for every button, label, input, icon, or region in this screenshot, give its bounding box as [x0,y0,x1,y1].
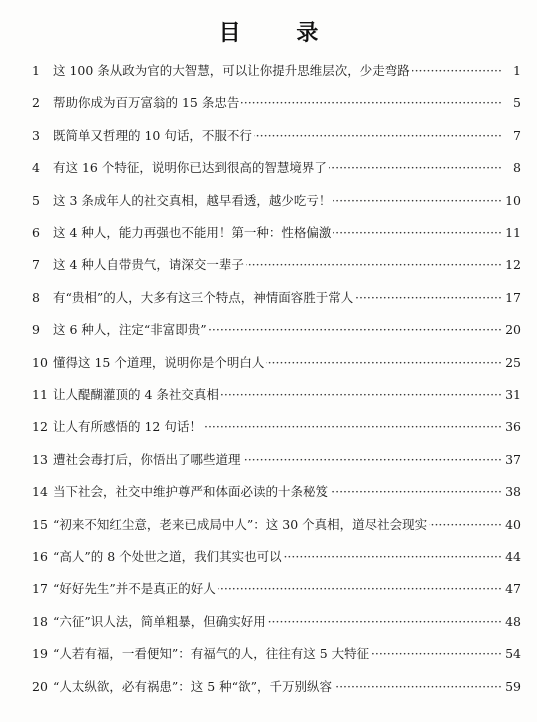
entry-number: 5 [32,192,40,208]
entry-page-number: 17 [502,287,521,309]
entry-number: 20 [32,678,48,694]
entry-title: 这 3 条成年人的社交真相，越早看透，越少吃亏！ ····· [53,190,519,212]
toc-entry[interactable] [0,92,537,114]
toc-entry[interactable] [0,481,537,503]
entry-number: 14 [32,484,48,500]
entry-number: 4 [32,160,40,176]
toc-entry[interactable] [0,578,537,600]
entry-title: 这 100 条从政为官的大智慧，可以让你提升思维层次，少走弯路 ····· [53,60,519,82]
toc-entry[interactable] [0,449,537,471]
toc-entry[interactable] [0,60,537,82]
toc-entry[interactable] [0,287,537,309]
toc-entry[interactable] [0,222,537,244]
entry-number: 18 [32,613,48,629]
entry-page-number: 11 [502,222,521,244]
toc-entry[interactable] [0,643,537,665]
entry-number: 8 [32,289,40,305]
entry-page-number: 7 [502,125,521,147]
entry-number: 9 [32,322,40,338]
entry-page-number: 8 [502,157,521,179]
entry-page-number: 54 [502,643,521,665]
toc-entry[interactable] [0,125,537,147]
entry-page-number: 1 [502,60,521,82]
entry-number: 10 [32,354,48,370]
entry-title: “高人”的 8 个处世之道，我们其实也可以 ····· [53,546,519,568]
toc-entry[interactable] [0,352,537,374]
toc-entry[interactable] [0,611,537,633]
entry-number: 11 [32,387,48,402]
entry-title: 这 4 种人，能力再强也不能用！第一种：性格偏激 ····· [53,222,519,244]
entry-page-number: 37 [502,449,521,471]
toc-entry[interactable] [0,157,537,179]
entry-page-number: 40 [502,514,521,536]
page-title: 目 录 [218,20,343,46]
toc-entry[interactable] [0,254,537,276]
entry-title: 这 4 种人自带贵气，请深交一辈子 ····· [53,254,519,276]
entry-page-number: 31 [502,384,521,406]
entry-page-number: 12 [502,254,521,276]
toc-entry[interactable] [0,384,537,406]
entry-title: “人若有福，一看便知”：有福气的人，往往有这 5 大特征 ····· [53,643,519,665]
entry-number: 15 [32,516,48,532]
entry-title: 帮助你成为百万富翁的 15 条忠告 ····· [53,92,519,114]
toc-entry[interactable] [0,676,537,698]
entry-title: 这 6 种人，注定“非富即贵” ····· [53,319,519,341]
entry-page-number: 48 [502,611,521,633]
entry-title: 既简单又哲理的 10 句话，不服不行 ····· [53,125,519,147]
entry-title: “人太纵欲，必有祸患”：这 5 种“欲”，千万别纵容 ····· [53,676,519,698]
entry-page-number: 47 [502,578,521,600]
entry-number: 19 [32,646,48,662]
toc-entry[interactable] [0,546,537,568]
toc-entry[interactable] [0,514,537,536]
toc-entry[interactable] [0,416,537,438]
entry-number: 13 [32,451,48,467]
entry-page-number: 10 [502,190,521,212]
entry-title: 有“贵相”的人，大多有这三个特点，神情面容胜于常人 ····· [53,287,519,309]
entry-number: 16 [32,549,48,564]
entry-number: 1 [32,63,40,78]
entry-title: 当下社会，社交中维护尊严和体面必读的十条秘笈 ····· [53,481,519,503]
entry-number: 3 [32,127,40,143]
entry-number: 2 [32,95,40,111]
entry-page-number: 20 [502,319,521,341]
entry-page-number: 5 [502,92,521,114]
entry-page-number: 25 [502,352,521,374]
entry-title: 让人醍醐灌顶的 4 条社交真相 ····· [53,384,519,406]
entry-title: 遭社会毒打后，你悟出了哪些道理 ····· [53,449,519,471]
entry-title: “六征”识人法，简单粗暴，但确实好用 ····· [53,611,519,633]
entry-title: 让人有所感悟的 12 句话！ ····· [53,416,519,438]
toc-entry[interactable] [0,319,537,341]
entry-title: 有这 16 个特征，说明你已达到很高的智慧境界了 ····· [53,157,519,179]
entry-title: 懂得这 15 个道理，说明你是个明白人 ····· [53,352,519,374]
entry-title: “初来不知红尘意，老来已成局中人”：这 30 个真相，道尽社会现实 ····· [53,514,519,536]
entry-page-number: 38 [502,481,521,503]
entry-number: 7 [32,257,40,273]
entry-number: 12 [32,419,48,435]
toc-entry[interactable] [0,190,537,212]
entry-title: “好好先生”并不是真正的好人 ····· [53,578,519,600]
entry-number: 6 [32,225,40,240]
entry-page-number: 59 [502,676,521,698]
entry-number: 17 [32,581,48,597]
entry-page-number: 36 [502,416,521,438]
entry-page-number: 44 [502,546,521,568]
